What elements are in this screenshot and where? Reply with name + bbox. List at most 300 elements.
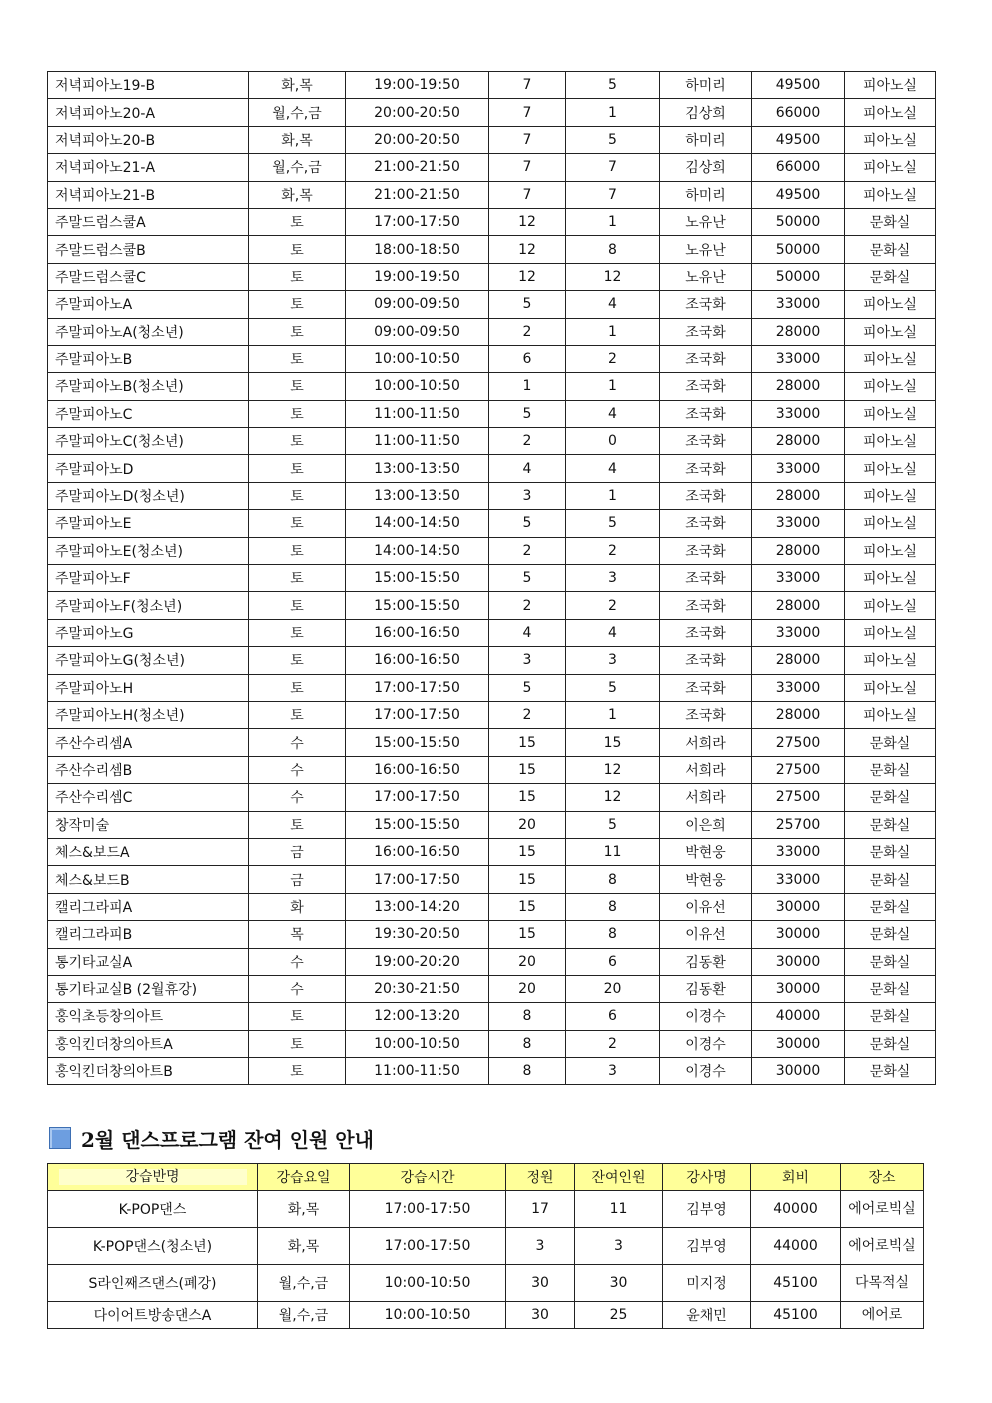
table-cell: 문화실 <box>845 236 936 263</box>
table-row <box>48 482 936 509</box>
table-cell: 1 <box>566 208 660 235</box>
table-row <box>48 345 936 372</box>
table-header-cell: 강사명 <box>663 1164 751 1191</box>
table-cell: 3 <box>489 482 566 509</box>
table-cell: 피아노실 <box>845 510 936 537</box>
table-cell: 김상희 <box>660 154 752 181</box>
table-cell: 28000 <box>752 592 845 619</box>
table-cell: 4 <box>566 400 660 427</box>
table-cell: 15 <box>489 729 566 756</box>
table-cell: 조국화 <box>660 291 752 318</box>
table-cell: 11:00-11:50 <box>346 1058 489 1085</box>
table-cell: 에어로 <box>841 1302 924 1329</box>
table-header-row <box>48 1164 924 1191</box>
table-cell: 33000 <box>752 619 845 646</box>
table-cell: 13:00-13:50 <box>346 455 489 482</box>
table-cell: 주말드럼스쿨C <box>48 263 249 290</box>
table-cell: 2 <box>566 537 660 564</box>
table-cell: 33000 <box>752 455 845 482</box>
table-cell: 홍익초등창의아트 <box>48 1003 249 1030</box>
table-cell: 에어로빅실 <box>841 1191 924 1228</box>
table-header-cell: 강습시간 <box>350 1164 506 1191</box>
table-cell: 5 <box>489 400 566 427</box>
table-cell: 33000 <box>752 838 845 865</box>
table-cell: 17:00-17:50 <box>350 1191 506 1228</box>
table-cell: 11:00-11:50 <box>346 428 489 455</box>
table-cell: 15 <box>489 838 566 865</box>
table-cell: S라인째즈댄스(폐강) <box>48 1265 258 1302</box>
table-cell: 12 <box>489 263 566 290</box>
table-cell: 피아노실 <box>845 647 936 674</box>
table-cell: 1 <box>566 318 660 345</box>
table-cell: 노유난 <box>660 208 752 235</box>
table-cell: 윤채민 <box>663 1302 751 1329</box>
table-cell: 토 <box>249 345 346 372</box>
table-cell: 5 <box>489 510 566 537</box>
table-cell: 월,수,금 <box>258 1302 350 1329</box>
table-row <box>48 208 936 235</box>
table-cell: 주산수리셈A <box>48 729 249 756</box>
table-cell: 토 <box>249 263 346 290</box>
table-cell: 체스&보드A <box>48 838 249 865</box>
table-cell: 피아노실 <box>845 537 936 564</box>
table-cell: 문화실 <box>845 1030 936 1057</box>
table-cell: 7 <box>489 154 566 181</box>
table-cell: 4 <box>566 291 660 318</box>
table-cell: 2 <box>566 1030 660 1057</box>
table-cell: 문화실 <box>845 784 936 811</box>
table-cell: 11 <box>575 1191 663 1228</box>
table-cell: 이경수 <box>660 1003 752 1030</box>
table-cell: 주말피아노A(청소년) <box>48 318 249 345</box>
table-cell: 17 <box>506 1191 575 1228</box>
table-row <box>48 811 936 838</box>
table-cell: 조국화 <box>660 701 752 728</box>
table-cell: 주말피아노E <box>48 510 249 537</box>
table-cell: 토 <box>249 565 346 592</box>
table-cell: 조국화 <box>660 455 752 482</box>
table-row <box>48 975 936 1002</box>
table-cell: 1 <box>566 99 660 126</box>
table-cell: 피아노실 <box>845 455 936 482</box>
table-cell: 토 <box>249 208 346 235</box>
table-cell: 8 <box>566 236 660 263</box>
table-cell: 수 <box>249 975 346 1002</box>
table-cell: 문화실 <box>845 866 936 893</box>
table-cell: 8 <box>489 1003 566 1030</box>
table-cell: 조국화 <box>660 318 752 345</box>
table-row <box>48 99 936 126</box>
table-cell: 16:00-16:50 <box>346 756 489 783</box>
table-cell: 6 <box>566 1003 660 1030</box>
table-cell: 화,목 <box>258 1228 350 1265</box>
table-cell: 김동환 <box>660 948 752 975</box>
table-cell: 피아노실 <box>845 400 936 427</box>
table-cell: 13:00-13:50 <box>346 482 489 509</box>
table-row <box>48 1058 936 1085</box>
table-cell: 화,목 <box>249 126 346 153</box>
table-cell: 문화실 <box>845 208 936 235</box>
table-cell: 홍익킨더창의아트A <box>48 1030 249 1057</box>
table-cell: 토 <box>249 619 346 646</box>
table-cell: 저녁피아노19-B <box>48 72 249 99</box>
table-cell: 이은희 <box>660 811 752 838</box>
table-cell: 1 <box>566 701 660 728</box>
table-cell: 주말피아노E(청소년) <box>48 537 249 564</box>
square-icon <box>49 1127 71 1149</box>
table-row <box>48 154 936 181</box>
table-cell: 7 <box>489 181 566 208</box>
table-cell: 토 <box>249 373 346 400</box>
table-cell: 10:00-10:50 <box>350 1302 506 1329</box>
table-row <box>48 1191 924 1228</box>
table-cell: 피아노실 <box>845 619 936 646</box>
table-cell: 12 <box>566 756 660 783</box>
table-cell: 16:00-16:50 <box>346 647 489 674</box>
table-cell: 토 <box>249 236 346 263</box>
table-cell: 20:30-21:50 <box>346 975 489 1002</box>
table-cell: 화 <box>249 893 346 920</box>
table-cell: 18:00-18:50 <box>346 236 489 263</box>
table-cell: 월,수,금 <box>258 1265 350 1302</box>
table-cell: 조국화 <box>660 373 752 400</box>
table-header-cell: 장소 <box>841 1164 924 1191</box>
table-cell: 주산수리셈C <box>48 784 249 811</box>
table-cell: 주말피아노H(청소년) <box>48 701 249 728</box>
table-cell: 1 <box>566 373 660 400</box>
table-cell: 주말피아노B(청소년) <box>48 373 249 400</box>
table-cell: 7 <box>489 72 566 99</box>
table-cell: 21:00-21:50 <box>346 154 489 181</box>
table-cell: 27500 <box>752 729 845 756</box>
table-cell: 다목적실 <box>841 1265 924 1302</box>
table-cell: 19:00-19:50 <box>346 72 489 99</box>
table-cell: 19:30-20:50 <box>346 921 489 948</box>
table-cell: 50000 <box>752 208 845 235</box>
table-cell: 40000 <box>751 1191 841 1228</box>
table-cell: 주산수리셈B <box>48 756 249 783</box>
table-cell: 피아노실 <box>845 99 936 126</box>
class-schedule-table <box>47 71 936 1085</box>
table-cell: 체스&보드B <box>48 866 249 893</box>
table-cell: 금 <box>249 866 346 893</box>
table-cell: 12 <box>489 208 566 235</box>
table-cell: 16:00-16:50 <box>346 838 489 865</box>
table-cell: 30000 <box>752 1030 845 1057</box>
table-cell: 하미리 <box>660 72 752 99</box>
table-cell: 미지정 <box>663 1265 751 1302</box>
table-cell: 17:00-17:50 <box>346 866 489 893</box>
table-cell: 45100 <box>751 1265 841 1302</box>
table-row <box>48 428 936 455</box>
table-cell: 28000 <box>752 373 845 400</box>
table-cell: 15:00-15:50 <box>346 811 489 838</box>
table-cell: 주말피아노F <box>48 565 249 592</box>
table-cell: 5 <box>566 674 660 701</box>
table-cell: 피아노실 <box>845 373 936 400</box>
table-cell: 2 <box>489 428 566 455</box>
table-cell: 주말피아노G <box>48 619 249 646</box>
table-cell: 2 <box>566 592 660 619</box>
table-row <box>48 565 936 592</box>
table-row <box>48 1030 936 1057</box>
table-cell: 33000 <box>752 565 845 592</box>
table-cell: 33000 <box>752 400 845 427</box>
table-cell: 7 <box>566 181 660 208</box>
table-cell: 주말피아노B <box>48 345 249 372</box>
table-row <box>48 647 936 674</box>
table-cell: 2 <box>489 537 566 564</box>
table-cell: 하미리 <box>660 181 752 208</box>
table-cell: 김부영 <box>663 1228 751 1265</box>
table-cell: 12:00-13:20 <box>346 1003 489 1030</box>
table-cell: 2 <box>489 592 566 619</box>
table-cell: 피아노실 <box>845 181 936 208</box>
table-cell: 20 <box>489 811 566 838</box>
table-cell: 피아노실 <box>845 701 936 728</box>
table-cell: 토 <box>249 592 346 619</box>
table-cell: 금 <box>249 838 346 865</box>
table-row <box>48 1003 936 1030</box>
table-cell: 44000 <box>751 1228 841 1265</box>
table-cell: 피아노실 <box>845 72 936 99</box>
table-cell: 수 <box>249 729 346 756</box>
table-cell: 16:00-16:50 <box>346 619 489 646</box>
table-cell: 서희라 <box>660 784 752 811</box>
table-cell: 1 <box>566 482 660 509</box>
table-cell: 문화실 <box>845 1003 936 1030</box>
table-cell: 피아노실 <box>845 291 936 318</box>
table-cell: 6 <box>489 345 566 372</box>
table-cell: 5 <box>489 291 566 318</box>
table-row <box>48 592 936 619</box>
table-cell: 4 <box>489 619 566 646</box>
table-row <box>48 1265 924 1302</box>
table-cell: 이경수 <box>660 1030 752 1057</box>
table-cell: 15 <box>566 729 660 756</box>
table-cell: 49500 <box>752 181 845 208</box>
table-row <box>48 510 936 537</box>
table-cell: 17:00-17:50 <box>346 784 489 811</box>
table-cell: 김부영 <box>663 1191 751 1228</box>
table-cell: 20:00-20:50 <box>346 126 489 153</box>
table-cell: 15 <box>489 893 566 920</box>
table-header-cell <box>48 1164 258 1191</box>
table-cell: 3 <box>575 1228 663 1265</box>
table-row <box>48 236 936 263</box>
table-row <box>48 893 936 920</box>
table-cell: 조국화 <box>660 537 752 564</box>
table-cell: 이유선 <box>660 921 752 948</box>
table-cell: 49500 <box>752 72 845 99</box>
table-cell: 13:00-14:20 <box>346 893 489 920</box>
table-cell: 피아노실 <box>845 154 936 181</box>
table-cell: 14:00-14:50 <box>346 537 489 564</box>
table-cell: 토 <box>249 510 346 537</box>
table-cell: 주말피아노G(청소년) <box>48 647 249 674</box>
table-cell: 저녁피아노21-A <box>48 154 249 181</box>
table-cell: 저녁피아노20-B <box>48 126 249 153</box>
table-cell: 5 <box>489 565 566 592</box>
table-cell: 49500 <box>752 126 845 153</box>
table-cell: 30000 <box>752 948 845 975</box>
table-cell: 문화실 <box>845 811 936 838</box>
table-cell: 12 <box>566 263 660 290</box>
table-row <box>48 72 936 99</box>
table-cell: 조국화 <box>660 647 752 674</box>
table-cell: 5 <box>566 72 660 99</box>
table-cell: 주말피아노D(청소년) <box>48 482 249 509</box>
table-cell: 20 <box>489 975 566 1002</box>
table-cell: 30000 <box>752 921 845 948</box>
table-cell: 25700 <box>752 811 845 838</box>
table-cell: 28000 <box>752 428 845 455</box>
table-cell: 10:00-10:50 <box>346 373 489 400</box>
table-cell: 문화실 <box>845 975 936 1002</box>
dance-program-table <box>47 1163 924 1329</box>
table-cell: 21:00-21:50 <box>346 181 489 208</box>
table-cell: 33000 <box>752 510 845 537</box>
table-cell: 화,목 <box>249 181 346 208</box>
table-cell: 2 <box>489 701 566 728</box>
table-cell: 피아노실 <box>845 674 936 701</box>
table-cell: 14:00-14:50 <box>346 510 489 537</box>
table-row <box>48 373 936 400</box>
table-cell: 17:00-17:50 <box>346 701 489 728</box>
table-cell: 조국화 <box>660 345 752 372</box>
table-cell: 수 <box>249 948 346 975</box>
table-cell: 토 <box>249 291 346 318</box>
table-cell: 17:00-17:50 <box>346 208 489 235</box>
table-header-cell: 잔여인원 <box>575 1164 663 1191</box>
table-cell: 피아노실 <box>845 428 936 455</box>
table-cell: 주말피아노C(청소년) <box>48 428 249 455</box>
table-cell: 피아노실 <box>845 345 936 372</box>
table-cell: 27500 <box>752 784 845 811</box>
table-cell: 2 <box>566 345 660 372</box>
table-cell: 7 <box>489 126 566 153</box>
table-cell: 이경수 <box>660 1058 752 1085</box>
table-row <box>48 181 936 208</box>
table-cell: 30000 <box>752 1058 845 1085</box>
table-cell: 토 <box>249 455 346 482</box>
table-row <box>48 291 936 318</box>
table-cell: 토 <box>249 811 346 838</box>
table-cell: 1 <box>489 373 566 400</box>
table-cell: 토 <box>249 318 346 345</box>
table-cell: 10:00-10:50 <box>350 1265 506 1302</box>
table-row <box>48 756 936 783</box>
table-cell: 5 <box>566 510 660 537</box>
table-cell: 토 <box>249 400 346 427</box>
table-cell: 월,수,금 <box>249 99 346 126</box>
table-cell: 문화실 <box>845 1058 936 1085</box>
table-cell: 09:00-09:50 <box>346 291 489 318</box>
table-cell: 33000 <box>752 866 845 893</box>
table-cell: 박현웅 <box>660 838 752 865</box>
table-cell: 66000 <box>752 99 845 126</box>
table-cell: 15 <box>489 784 566 811</box>
table-cell: K-POP댄스 <box>48 1191 258 1228</box>
table-cell: 주말드럼스쿨A <box>48 208 249 235</box>
table-cell: 조국화 <box>660 428 752 455</box>
table-row <box>48 1228 924 1265</box>
table-row <box>48 1302 924 1329</box>
table-cell: 서희라 <box>660 756 752 783</box>
table-row <box>48 537 936 564</box>
table-cell: 19:00-19:50 <box>346 263 489 290</box>
table-cell: 캘리그라피A <box>48 893 249 920</box>
table-cell: 피아노실 <box>845 565 936 592</box>
table-cell: 11:00-11:50 <box>346 400 489 427</box>
table-cell: 피아노실 <box>845 318 936 345</box>
table-cell: 3 <box>566 565 660 592</box>
table-cell: 토 <box>249 482 346 509</box>
table-cell: 30 <box>506 1265 575 1302</box>
table-cell: 7 <box>489 99 566 126</box>
table-header-cell: 회비 <box>751 1164 841 1191</box>
table-cell: 19:00-20:20 <box>346 948 489 975</box>
table-cell: 조국화 <box>660 510 752 537</box>
table-cell: 노유난 <box>660 263 752 290</box>
table-cell: 김상희 <box>660 99 752 126</box>
table-cell: 토 <box>249 537 346 564</box>
table-row <box>48 729 936 756</box>
table-cell: 주말피아노A <box>48 291 249 318</box>
table-cell: 15:00-15:50 <box>346 729 489 756</box>
table-cell: 조국화 <box>660 619 752 646</box>
table-cell: 25 <box>575 1302 663 1329</box>
table-cell: 30000 <box>752 893 845 920</box>
table-cell: 40000 <box>752 1003 845 1030</box>
table-cell: 문화실 <box>845 838 936 865</box>
table-cell: 5 <box>566 126 660 153</box>
table-cell: 33000 <box>752 674 845 701</box>
table-cell: 33000 <box>752 345 845 372</box>
table-cell: 조국화 <box>660 565 752 592</box>
table-cell: 문화실 <box>845 263 936 290</box>
table-cell: 0 <box>566 428 660 455</box>
table-cell: 2 <box>489 318 566 345</box>
table-cell: 캘리그라피B <box>48 921 249 948</box>
table-cell: 17:00-17:50 <box>346 674 489 701</box>
table-cell: 토 <box>249 674 346 701</box>
table-cell: 4 <box>566 455 660 482</box>
table-cell: 문화실 <box>845 948 936 975</box>
table-cell: 17:00-17:50 <box>350 1228 506 1265</box>
table-cell: 토 <box>249 1003 346 1030</box>
table-cell: 홍익킨더창의아트B <box>48 1058 249 1085</box>
table-row <box>48 921 936 948</box>
table-row <box>48 400 936 427</box>
table-cell: 문화실 <box>845 729 936 756</box>
table-cell: 33000 <box>752 291 845 318</box>
table-cell: 10:00-10:50 <box>346 1030 489 1057</box>
table-cell: 7 <box>566 154 660 181</box>
table-row <box>48 701 936 728</box>
table-cell: 주말드럼스쿨B <box>48 236 249 263</box>
table-cell: 창작미술 <box>48 811 249 838</box>
table-header-cell: 정원 <box>506 1164 575 1191</box>
table-cell: 조국화 <box>660 592 752 619</box>
table-cell: 09:00-09:50 <box>346 318 489 345</box>
table-cell: 피아노실 <box>845 592 936 619</box>
table-row <box>48 784 936 811</box>
table-cell: 8 <box>566 893 660 920</box>
table-cell: 30000 <box>752 975 845 1002</box>
table-cell: 문화실 <box>845 893 936 920</box>
section-title: 2월 댄스프로그램 잔여 인원 안내 <box>81 1127 374 1152</box>
